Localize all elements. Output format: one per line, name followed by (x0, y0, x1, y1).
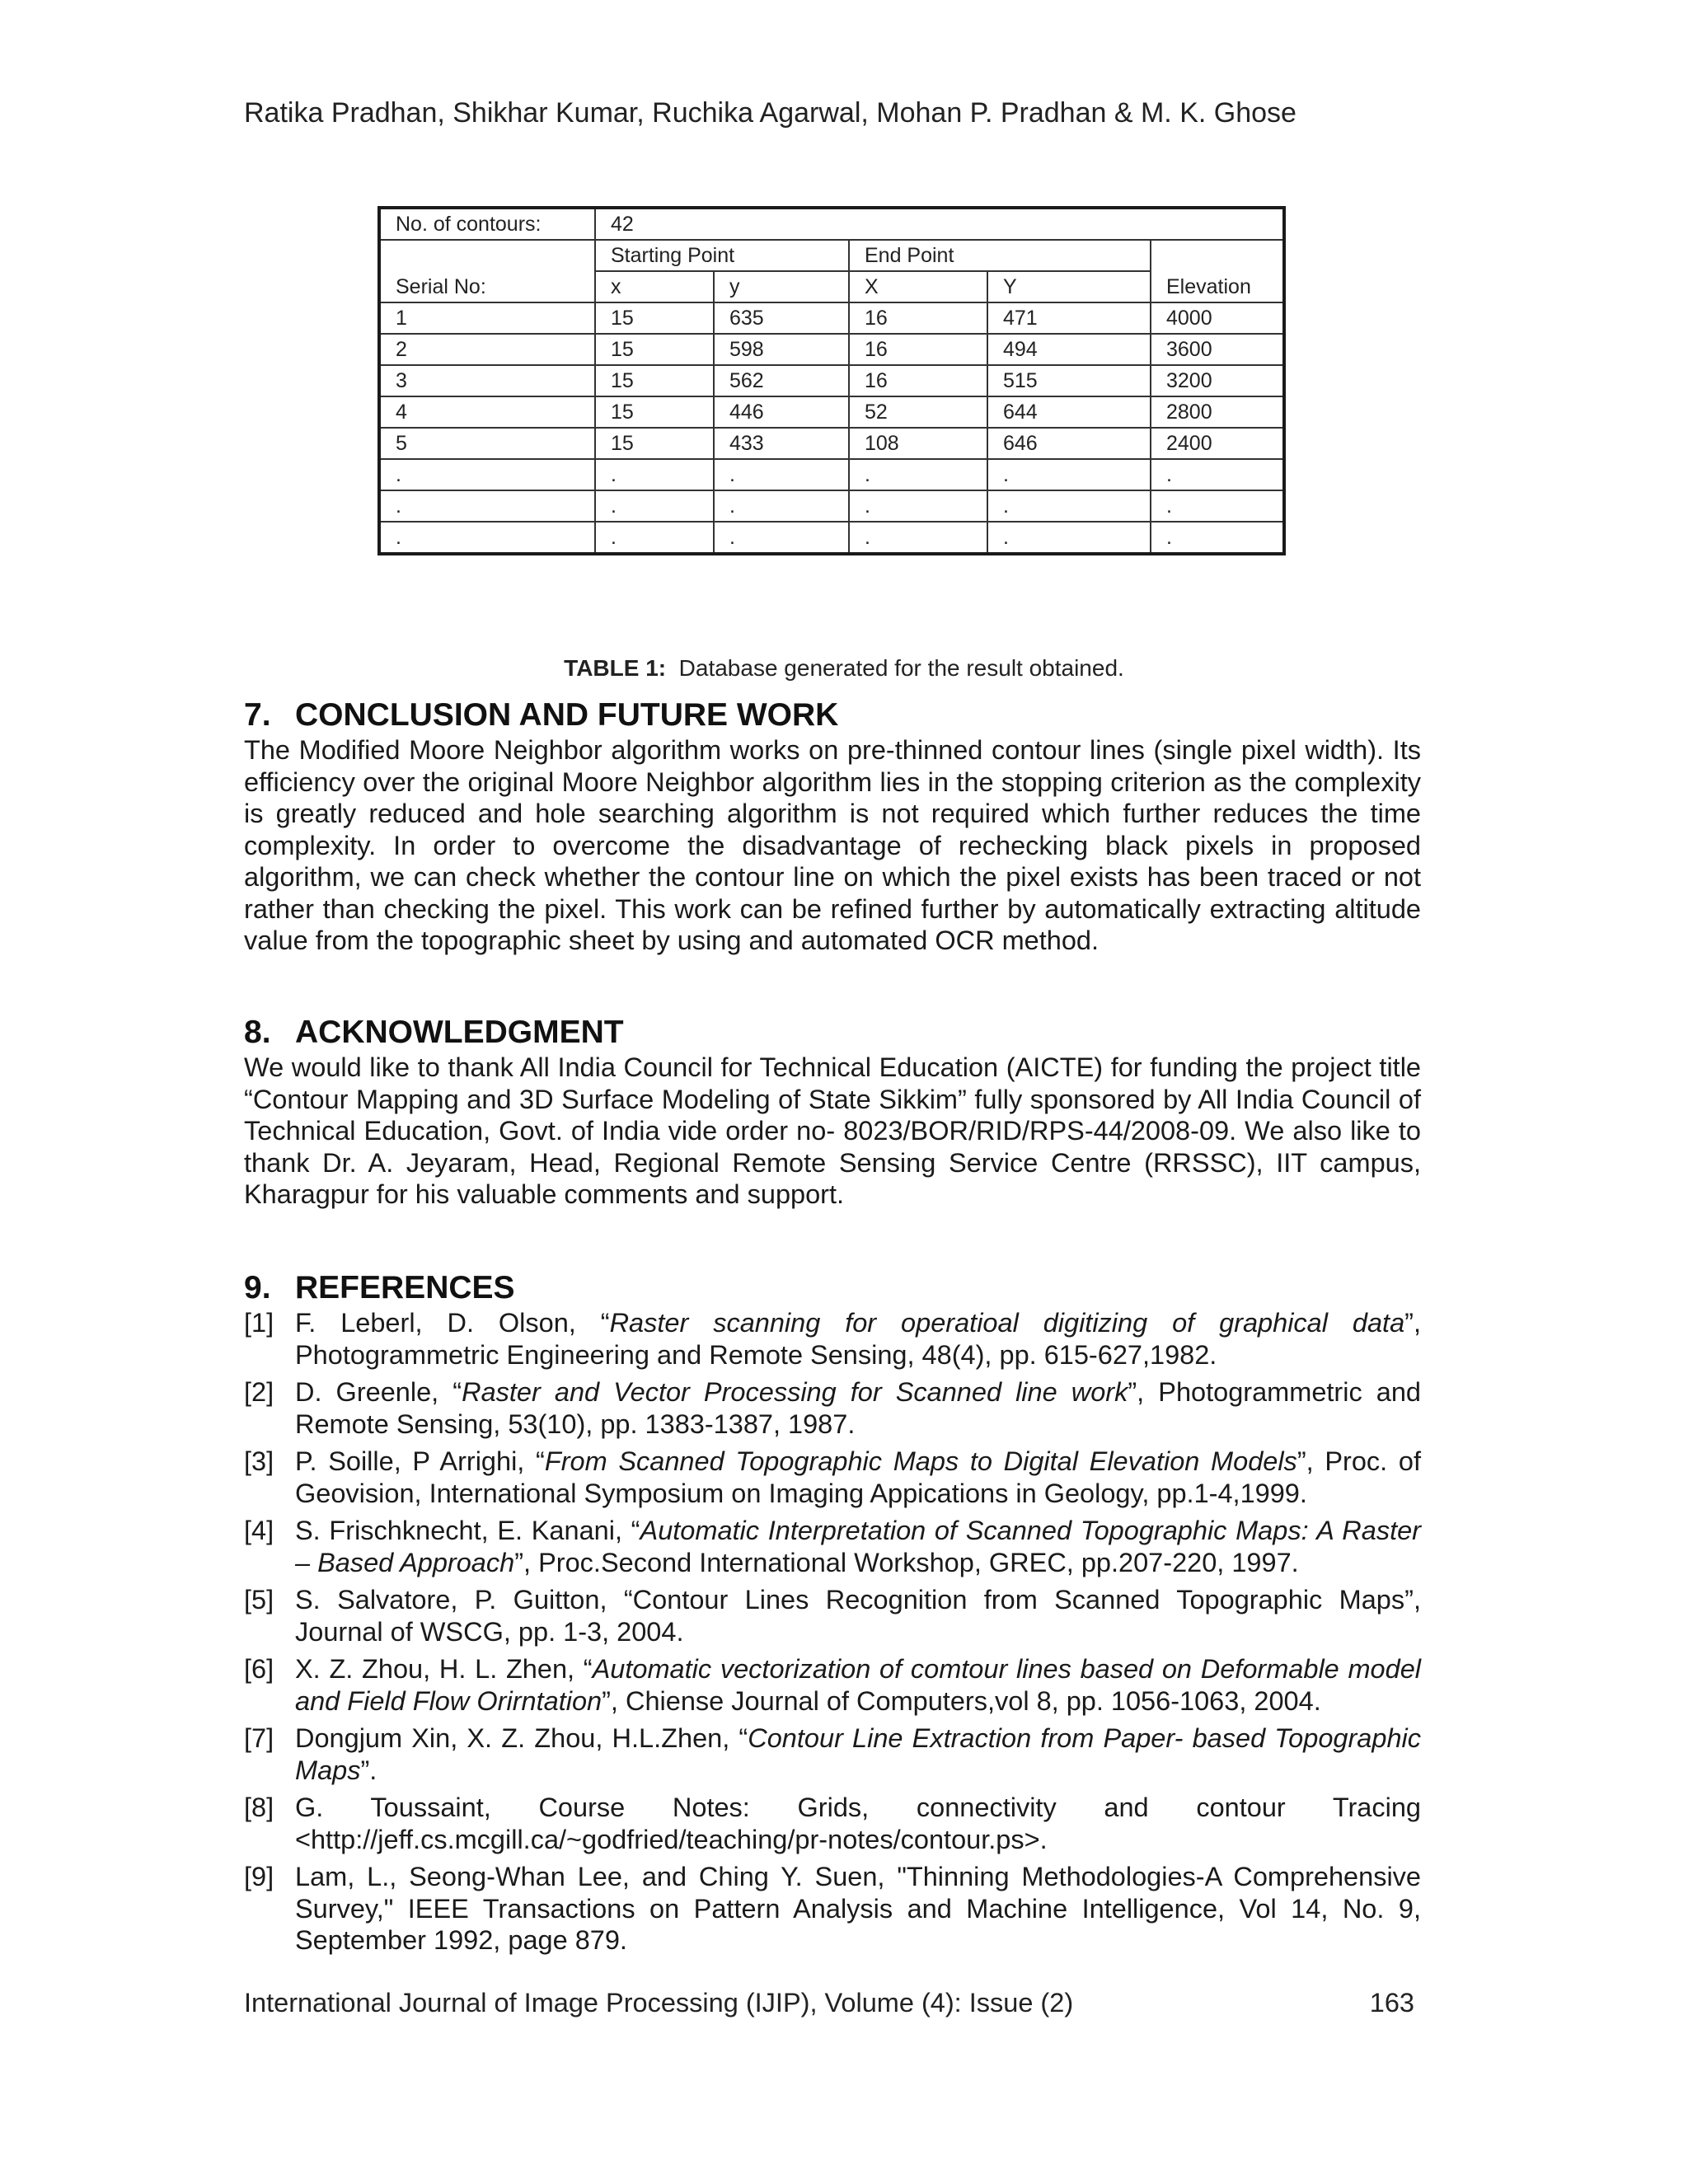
table-cell: . (987, 459, 1151, 490)
contours-value-cell: 42 (595, 208, 714, 240)
reference-number: [8] (244, 1793, 274, 1822)
table-caption (0, 655, 1688, 682)
serial-no-header: Serial No: (379, 271, 595, 302)
table-cell: 646 (987, 428, 1151, 459)
footer-journal: International Journal of Image Processing (IJIP), Volume (4): Issue (2) (244, 1988, 1074, 2018)
reference-title: Raster and Vector Processing for Scanned line work (462, 1377, 1128, 1407)
reference-item (244, 1515, 1421, 1578)
table-cell: 52 (849, 396, 987, 428)
table-row (379, 428, 1284, 459)
table-cell: 446 (714, 396, 849, 428)
starting-point-header: Starting Point (595, 240, 849, 271)
section-acknowledgment (244, 1014, 1421, 1211)
table-caption-text: Database generated for the result obtained. (678, 655, 1124, 681)
reference-text: ”, Proc.Second International Workshop, GREC, pp.207-220, 1997. (514, 1547, 1299, 1577)
section-conclusion (244, 696, 1421, 957)
table-row (379, 334, 1284, 365)
reference-number: [7] (244, 1723, 274, 1753)
table-row (379, 365, 1284, 396)
reference-text: X. Z. Zhou, H. L. Zhen, “ (295, 1654, 593, 1684)
reference-text: ”, Photogrammetric Engineering and Remote Sensing, 48(4), pp. 615-627,1982. (295, 1308, 1421, 1370)
col-x-header: x (595, 271, 714, 302)
running-head-authors: Ratika Pradhan, Shikhar Kumar, Ruchika Agarwal, Mohan P. Pradhan & M. K. Ghose (244, 97, 1296, 129)
table-cell: . (379, 490, 595, 522)
table-caption-label: TABLE 1: (564, 655, 667, 681)
table-cell: . (595, 522, 714, 554)
table-cell: 2800 (1151, 396, 1284, 428)
reference-text: S. Frischknecht, E. Kanani, “ (295, 1516, 640, 1545)
reference-number: [9] (244, 1862, 274, 1891)
table-cell: . (987, 522, 1151, 554)
table-body (379, 302, 1284, 554)
reference-text: S. Salvatore, P. Guitton, “Contour Lines Recognition from Scanned Topographic Maps”, Journal of WSCG, pp. 1-3, 2004. (295, 1585, 1421, 1647)
reference-title: Automatic vectorization of comtour lines based on Deformable model and Field Flow Orirntation (295, 1654, 1421, 1716)
reference-item (244, 1584, 1421, 1647)
table-cell: 515 (987, 365, 1151, 396)
reference-item (244, 1653, 1421, 1717)
reference-text: Dongjum Xin, X. Z. Zhou, H.L.Zhen, “ (295, 1723, 748, 1753)
table-cell: 3 (379, 365, 595, 396)
table-cell: . (987, 490, 1151, 522)
table-cell: . (1151, 490, 1284, 522)
table-cell: 15 (595, 428, 714, 459)
table-cell: 2 (379, 334, 595, 365)
section-heading: 7. CONCLUSION AND FUTURE WORK (244, 697, 839, 733)
reference-number: [2] (244, 1377, 274, 1407)
table-cell: 15 (595, 302, 714, 334)
section-references (244, 1269, 1421, 1962)
table-cell: . (1151, 459, 1284, 490)
table-cell: 562 (714, 365, 849, 396)
table-cell: 433 (714, 428, 849, 459)
section-paragraph: We would like to thank All India Council for Technical Education (AICTE) for funding the project title “Contour Mapping and 3D Surface Modeling of State Sikkim” fully sponsored by All India Council of Technical Education, Govt. of India vide order no- 8023/BOR/RID/RPS-44/2008-09. We also like to thank Dr. A. Jeyaram, Head, Regional Remote Sensing Service Centre (RRSSC), IIT campus, Kharagpur for his valuable comments and support. (244, 1052, 1421, 1209)
table-cell: 15 (595, 334, 714, 365)
col-Y-header: Y (987, 271, 1151, 302)
reference-text: ”, Photogrammetric and Remote Sensing, 53(10), pp. 1383-1387, 1987. (295, 1377, 1421, 1439)
table-cell: 4000 (1151, 302, 1284, 334)
reference-text: P. Soille, P Arrighi, “ (295, 1446, 545, 1476)
table-cell: 5 (379, 428, 595, 459)
table-cell: 15 (595, 365, 714, 396)
table-cell: 108 (849, 428, 987, 459)
table-row (379, 302, 1284, 334)
table-row (379, 396, 1284, 428)
table-cell: 16 (849, 334, 987, 365)
table-row (379, 459, 1284, 490)
table-cell: . (714, 522, 849, 554)
elevation-header: Elevation (1151, 271, 1284, 302)
table-cell: 644 (987, 396, 1151, 428)
table-cell: . (714, 459, 849, 490)
table-cell: . (849, 459, 987, 490)
reference-text: F. Leberl, D. Olson, “ (295, 1308, 610, 1338)
table-cell: 2400 (1151, 428, 1284, 459)
table-cell: 471 (987, 302, 1151, 334)
table-row-contours (379, 208, 1284, 240)
reference-title: Raster scanning for operatioal digitizing of graphical data (609, 1308, 1405, 1338)
reference-item (244, 1307, 1421, 1371)
contours-label-cell: No. of contours: (379, 208, 595, 240)
reference-title: From Scanned Topographic Maps to Digital Elevation Models (544, 1446, 1297, 1476)
reference-number: [3] (244, 1446, 274, 1476)
section-heading: 9. REFERENCES (244, 1270, 515, 1305)
reference-text: Lam, L., Seong-Whan Lee, and Ching Y. Suen, "Thinning Methodologies-A Comprehensive Survey," IEEE Transactions on Pattern Analysis and Machine Intelligence, Vol 14, No. 9, September 1992, page 879. (295, 1862, 1421, 1955)
table-cell: 15 (595, 396, 714, 428)
table-cell: 1 (379, 302, 595, 334)
reference-item (244, 1446, 1421, 1509)
table-cell: . (849, 490, 987, 522)
reference-number: [1] (244, 1308, 274, 1338)
reference-number: [4] (244, 1516, 274, 1545)
reference-item (244, 1792, 1421, 1855)
contour-database-table (377, 206, 1286, 555)
table-cell: 598 (714, 334, 849, 365)
reference-number: [5] (244, 1585, 274, 1615)
col-y-header: y (714, 271, 849, 302)
table-cell: 3200 (1151, 365, 1284, 396)
reference-list (244, 1307, 1421, 1957)
table-cell: 635 (714, 302, 849, 334)
reference-text: D. Greenle, “ (295, 1377, 462, 1407)
table-row-group-header (379, 240, 1284, 271)
page-number: 163 (1369, 1988, 1414, 2018)
section-heading: 8. ACKNOWLEDGMENT (244, 1015, 624, 1050)
table-cell: . (595, 490, 714, 522)
table-row (379, 522, 1284, 554)
reference-text: ”, Proc. of Geovision, International Symposium on Imaging Appications in Geology, pp.1-4,1999. (295, 1446, 1421, 1508)
reference-item (244, 1861, 1421, 1957)
reference-text: G. Toussaint, Course Notes: Grids, connectivity and contour Tracing <http://jeff.cs.mcgill.ca/~godfried/teaching/pr-notes/contour.ps>. (295, 1793, 1421, 1854)
end-point-header: End Point (849, 240, 1151, 271)
table-cell: . (1151, 522, 1284, 554)
page-footer (244, 1988, 1414, 2018)
reference-item (244, 1376, 1421, 1440)
reference-title: Automatic Interpretation of Scanned Topographic Maps: A Raster – Based Approach (295, 1516, 1421, 1577)
table-cell: . (849, 522, 987, 554)
table-cell: . (379, 459, 595, 490)
table-cell: 494 (987, 334, 1151, 365)
table-row (379, 490, 1284, 522)
table-cell: . (379, 522, 595, 554)
reference-text: ”. (360, 1755, 377, 1785)
table-cell: 4 (379, 396, 595, 428)
table-cell: . (714, 490, 849, 522)
section-paragraph: The Modified Moore Neighbor algorithm works on pre-thinned contour lines (single pixel width). Its efficiency over the original Moore Neighbor algorithm lies in the stopping criterion as the complexity is greatly reduced and hole searching algorithm is not required which further reduces the time complexity. In order to overcome the disadvantage of rechecking black pixels in proposed algorithm, we can check whether the contour line on which the pixel exists has been traced or not rather than checking the pixel. This work can be refined further by automatically extracting altitude value from the topographic sheet by using and automated OCR method. (244, 735, 1421, 955)
table-row-column-header (379, 271, 1284, 302)
table-cell: . (595, 459, 714, 490)
table-cell: 16 (849, 302, 987, 334)
reference-number: [6] (244, 1654, 274, 1684)
reference-text: ”, Chiense Journal of Computers,vol 8, pp. 1056-1063, 2004. (602, 1685, 1321, 1716)
col-X-header: X (849, 271, 987, 302)
reference-title: Contour Line Extraction from Paper- based Topographic Maps (295, 1723, 1421, 1785)
table-cell: 16 (849, 365, 987, 396)
table-cell: 3600 (1151, 334, 1284, 365)
reference-item (244, 1722, 1421, 1786)
